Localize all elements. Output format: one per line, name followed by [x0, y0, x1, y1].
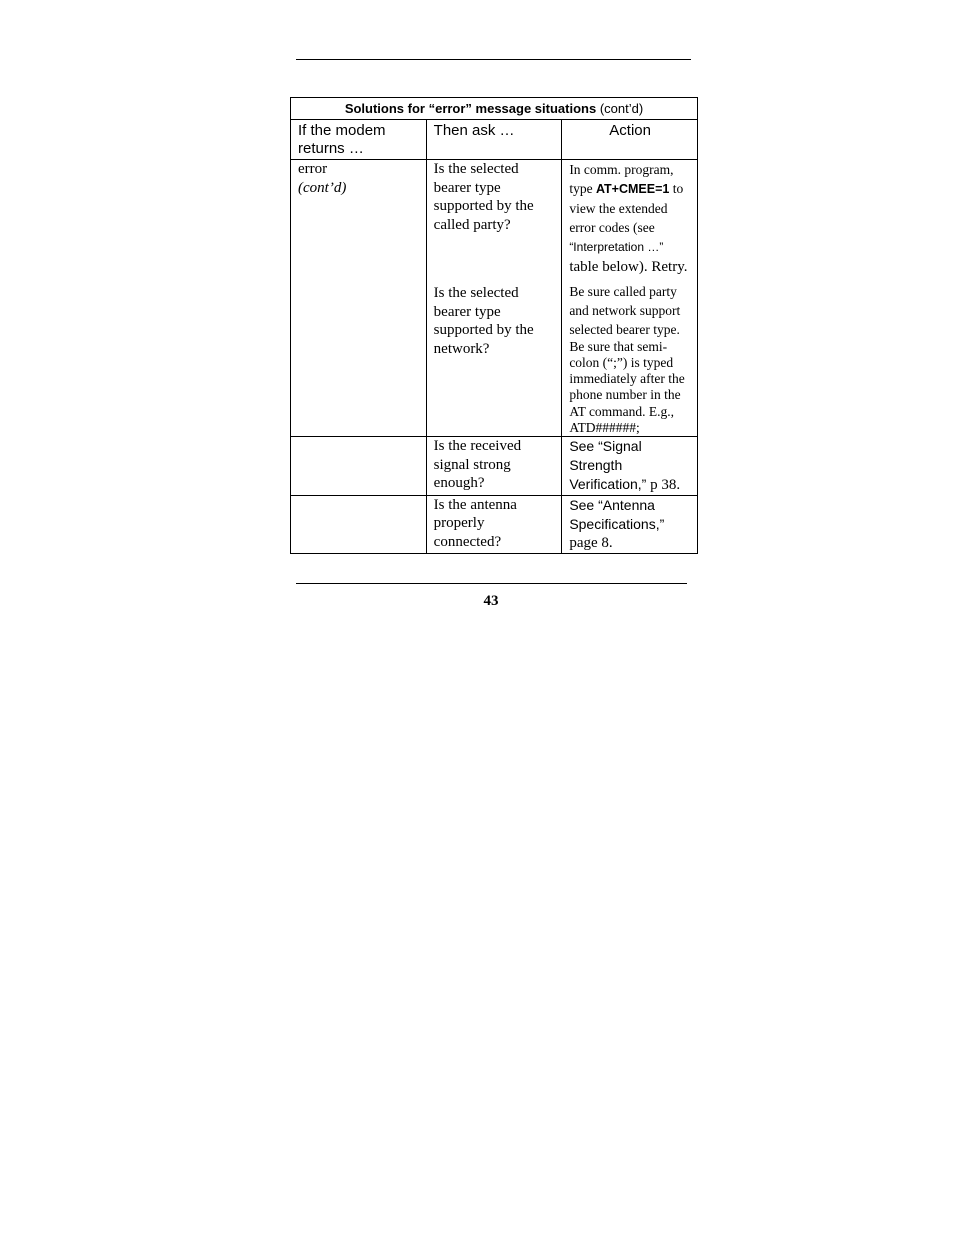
solutions-table	[290, 97, 698, 554]
returns-note: (cont’d)	[298, 179, 347, 196]
action-cmee-command: AT+CMEE=1	[595, 182, 670, 196]
action-signal-ref: See “Signal Strength Verification,”	[569, 438, 647, 493]
header-action: Action	[562, 120, 698, 160]
header-then-ask: Then ask …	[426, 120, 562, 160]
table-row-error-actions	[562, 160, 698, 437]
table-row-error-questions	[426, 160, 562, 437]
action-antenna-ref: See “Antenna Specifications,”	[569, 496, 665, 532]
action-cmee-text1: In comm. program, type	[569, 162, 674, 196]
table-row-signal-returns	[291, 437, 427, 496]
action-cmee-text2: to view the extended error codes (see	[569, 181, 684, 235]
caption-bold: Solutions for “error” message situations	[344, 100, 597, 116]
action-signal	[562, 437, 698, 496]
table-row-error-returns	[291, 160, 427, 437]
page-number: 43	[483, 593, 499, 609]
question-network: Is the selected bearer type supported by the network?	[433, 285, 534, 357]
action-bearer-support: Be sure called party and network support selected bearer type.	[569, 283, 681, 337]
action-cmee-text3: table below). Retry.	[569, 259, 688, 275]
action-semicolon: Be sure that semi-colon (“;”) is typed immediately after the phone number in the AT command. E.g., ATD######;	[569, 338, 685, 435]
action-cmee-interp: “Interpretation …”	[569, 240, 664, 254]
question-antenna: Is the antenna properly connected?	[426, 495, 562, 553]
footer-rule	[296, 583, 687, 584]
table-caption	[291, 98, 698, 120]
action-signal-page: p 38.	[646, 477, 681, 494]
caption-cont: (cont’d)	[596, 100, 644, 116]
action-antenna	[562, 495, 698, 553]
question-signal: Is the received signal strong enough?	[426, 437, 562, 496]
table-row-antenna-returns	[291, 495, 427, 553]
action-antenna-page: page 8.	[569, 535, 613, 552]
question-called-party: Is the selected bearer type supported by the called party?	[433, 161, 534, 233]
returns-value: error	[298, 161, 328, 177]
header-rule	[296, 59, 691, 60]
action-cmee	[569, 160, 691, 277]
header-returns: If the modem returns …	[291, 120, 427, 160]
